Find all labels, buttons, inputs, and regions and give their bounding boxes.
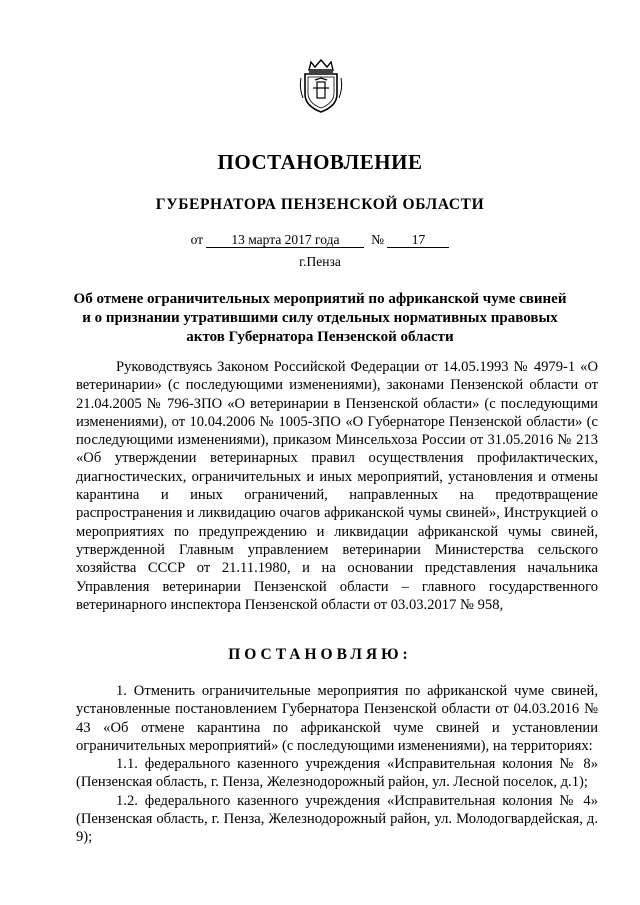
decree-word: ПОСТАНОВЛЯЮ: xyxy=(228,646,412,663)
date-prefix: от xyxy=(190,232,204,247)
document-city: г.Пенза xyxy=(299,254,341,269)
document-title: ПОСТАНОВЛЕНИЕ xyxy=(217,150,423,174)
decree-item: 1. Отменить ограничительные мероприятия по африканской чуме свиней, установленные постановлением Губернатора Пензенской области от 04.03.2016 № 43 «Об отмене карантина по африканской чуме свиней и установлении ограничительных мероприятий» (с последующими изменениями), на территориях: xyxy=(76,683,598,754)
document-heading: Об отмене ограничительных мероприятий по африканской чуме свиней и о признании утратившими силу отдельных нормативных правовых актов Губернатора Пензенской области xyxy=(73,291,567,345)
decree-items xyxy=(76,682,598,847)
coat-of-arms-emblem xyxy=(297,58,345,114)
document-subtitle: ГУБЕРНАТОРА ПЕНЗЕНСКОЙ ОБЛАСТИ xyxy=(155,196,485,213)
document-number: 17 xyxy=(387,232,449,248)
decree-item: 1.2. федерального казенного учреждения «Исправительная колония № 4» (Пензенская область, г. Пенза, Железнодорожный район, ул. Молодогвардейская, д. 9); xyxy=(76,792,598,846)
preamble-block xyxy=(76,358,598,614)
number-sign: № xyxy=(371,232,385,247)
preamble-paragraph: Руководствуясь Законом Российской Федерации от 14.05.1993 № 4979-1 «О ветеринарии» (с последующими изменениями), законами Пензенской области от 21.04.2005 № 796-ЗПО «О ветеринарии в Пензенской области» (с последующими изменениями), от 10.04.2006 № 1005-ЗПО «О Губернаторе Пензенской области» (с последующими изменениями), приказом Минсельхоза России от 31.05.2016 № 213 «Об утверждении ветеринарных правил осуществления профилактических, диагностических, ограничительных и иных мероприятий, установления и отмены карантина и иных ограничений, направленных на предотвращение распространения и ликвидацию очагов африканской чумы свиней», Инструкцией о мероприятиях по предупреждению и ликвидации африканской чумы свиней, утвержденной Главным управлением ветеринарии Министерства сельского хозяйства СССР от 21.11.1980, и на основании представления начальника Управления ветеринарии Пензенской области – главного государственного ветеринарного инспектора Пензенской области от 03.03.2017 № 958, xyxy=(76,359,598,613)
document-date: 13 марта 2017 года xyxy=(206,232,364,248)
decree-item: 1.1. федерального казенного учреждения «Исправительная колония № 8» (Пензенская область, г. Пенза, Железнодорожный район, ул. Лесной поселок, д.1); xyxy=(76,756,598,791)
date-number-line xyxy=(0,232,640,248)
